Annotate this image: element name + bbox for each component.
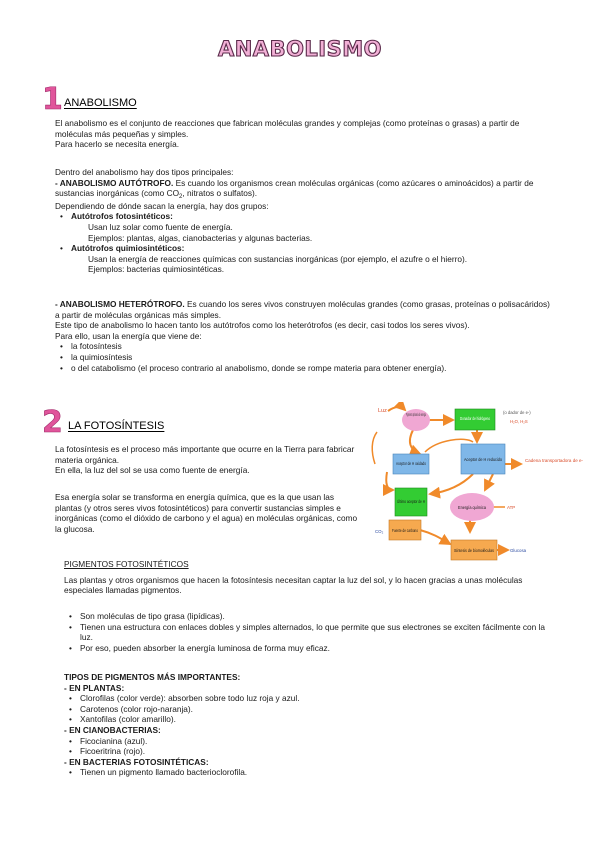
autotrofo-paragraph: - ANABOLISMO AUTÓTROFO. Es cuando los organismos crean moléculas orgánicas (como azúcares o aminoácidos) a partir de sustancias inorgánicas (como $CO_2$, nitratos o sulfatos). (55, 177, 534, 201)
pigmentos-block (64, 559, 554, 596)
autotrofo-label: - ANABOLISMO AUTÓTROFO. (55, 177, 174, 188)
plantas-item: • Xantofilas (color amarillo). (64, 714, 554, 725)
pigment-point: • Son moléculas de tipo grasa (lipídicas). (64, 611, 554, 622)
luz-label: Luz (378, 408, 387, 414)
energia-label: Energía química (458, 505, 487, 510)
plantas-label: - EN PLANTAS: (64, 682, 125, 693)
fotosinteticos-label: • Autótrofos fotosintéticos: (55, 211, 550, 222)
anabolism-types (55, 167, 550, 275)
photosynthesis-diagram (365, 402, 590, 564)
plantas-item: • Carotenos (color rojo-naranja). (64, 704, 554, 715)
arrow (410, 430, 420, 454)
fotosinteticos-line-2: Ejemplos: plantas, algas, cianobacterias y algunas bacterias. (88, 232, 313, 243)
heterotrofo-line-3: Para ello, usan la energía que viene de: (55, 330, 202, 341)
intro-paragraph: El anabolismo es el conjunto de reacciones que fabrican moléculas grandes y complejas (como proteínas o grasas) a partir de moléculas más pequeñas y simples. (55, 118, 520, 139)
aceptor-reducido-label: Aceptor de H reducido (464, 457, 503, 462)
cianobacterias-item: • Ficoeritrina (rojo). (64, 746, 554, 757)
co2-label: CO₂ (375, 529, 384, 534)
fotosintesis-p1: La fotosíntesis es el proceso más importante que ocurre en la Tierra para fabricar materia orgánica. (55, 444, 355, 465)
arrow (420, 530, 450, 544)
plantas-item: • Clorofilas (color verde): absorben sobre todo luz roja y azul. (64, 693, 554, 704)
heterotrofo-label: - ANABOLISMO HETERÓTROFO. (55, 299, 185, 309)
arrow (485, 474, 493, 490)
fotosinteticos-line-1: Usan luz solar como fuente de energía. (88, 221, 233, 232)
quimiosinteticos-line-1: Usan la energía de reacciones químicas con sustancias inorgánicas (por ejemplo, el azufre o el hierro). (88, 253, 468, 264)
cianobacterias-item: • Ficocianina (azul). (64, 736, 554, 747)
cianobacterias-label: - EN CIANOBACTERIAS: (64, 724, 161, 735)
aceptor-oxidado-label: Aceptor de H oxidado (396, 461, 427, 466)
donador-formula: H₂O, H₂S (510, 419, 528, 424)
arrow (386, 472, 393, 490)
atp-label: ATP (507, 505, 516, 510)
fotosintesis-p2: En ella, la luz del sol se usa como fuente de energía. (55, 465, 250, 476)
donador-note: (o dador de e-) (503, 410, 531, 415)
energy-source-item: • la quimiosíntesis (55, 352, 550, 363)
cadena-label: Cadena transportadora de e- (525, 458, 584, 463)
heterotrofo-block (55, 299, 550, 373)
fotosintesis-p3-block (55, 492, 360, 534)
pigment-point: • Tienen una estructura con enlaces dobles y simples alternados, lo que permite que sus electrones se exciten fácilmente con la luz. (64, 622, 554, 643)
pigmento-label: Pigmento primario de energía (406, 412, 427, 417)
quimiosinteticos-line-2: Ejemplos: bacterias quimiosintéticas. (88, 264, 225, 275)
arrow (372, 432, 377, 464)
donador-label: Donador de hidrógeno (460, 416, 491, 421)
pigmentos-points (64, 611, 554, 653)
quimiosinteticos-label: • Autótrofos quimiosintéticos: (55, 243, 550, 254)
fotosintesis-intro (55, 444, 367, 476)
sintesis-label: Síntesis de biomoléculas (454, 548, 495, 553)
tipos-pigmentos-block (64, 672, 554, 778)
section-heading-fotosintesis: LA FOTOSÍNTESIS (68, 420, 165, 432)
heterotrofo-paragraph: - ANABOLISMO HETERÓTROFO. Es cuando los seres vivos construyen moléculas grandes (como grasas, proteínas o polisacáridos) a partir de moléculas orgánicas más simples. (55, 299, 550, 320)
section-1-body (55, 118, 550, 150)
types-intro: Dentro del anabolismo hay dos tipos principales: (55, 167, 234, 177)
tipos-heading: TIPOS DE PIGMENTOS MÁS IMPORTANTES: (64, 672, 241, 682)
page-title: ANABOLISMO (217, 37, 382, 61)
section-number-1: 1 (42, 82, 63, 117)
arrow (430, 474, 473, 494)
bacterias-item: • Tienen un pigmento llamado bacterioclorofila. (64, 767, 554, 778)
section-heading-anabolismo: ANABOLISMO (64, 97, 137, 109)
arrow (388, 407, 405, 411)
section-number-2: 2 (42, 405, 63, 440)
heterotrofo-line-2: Este tipo de anabolismo lo hacen tanto los autótrofos como los heterótrofos (es decir, casi todos los seres vivos). (55, 320, 470, 331)
intro-energy: Para hacerlo se necesita energía. (55, 139, 180, 150)
pigmentos-intro: Las plantas y otros organismos que hacen la fotosíntesis necesitan captar la luz del sol, y lo hacen gracias a unas moléculas especiales llamadas pigmentos. (64, 574, 523, 596)
autotrofo-depend: Dependiendo de dónde sacan la energía, hay dos grupos: (55, 200, 269, 211)
fotosintesis-p3: Esa energía solar se transforma en energía química, que es la que usan las plantas (y otros seres vivos fotosintéticos) para convertir sustancias simples e inorgánicas (como el dióxido de carbono y el agua) en moléculas orgánicas, como la glucosa. (55, 492, 358, 534)
ultimo-aceptor-label: Último aceptor de H (397, 499, 425, 504)
bacterias-label: - EN BACTERIAS FOTOSINTÉTICAS: (64, 756, 209, 767)
energy-source-item: • o del catabolismo (el proceso contrario al anabolismo, donde se rompe materia para obtener energía). (55, 363, 550, 374)
pigmentos-heading: PIGMENTOS FOTOSINTÉTICOS (64, 559, 189, 569)
pigment-point: • Por eso, pueden absorber la energía luminosa de forma muy eficaz. (64, 643, 554, 654)
glucosa-label: Glucosa (510, 548, 527, 553)
energy-source-item: • la fotosíntesis (55, 341, 550, 352)
fuente-carbono-label: Fuente de carbono (392, 528, 419, 533)
